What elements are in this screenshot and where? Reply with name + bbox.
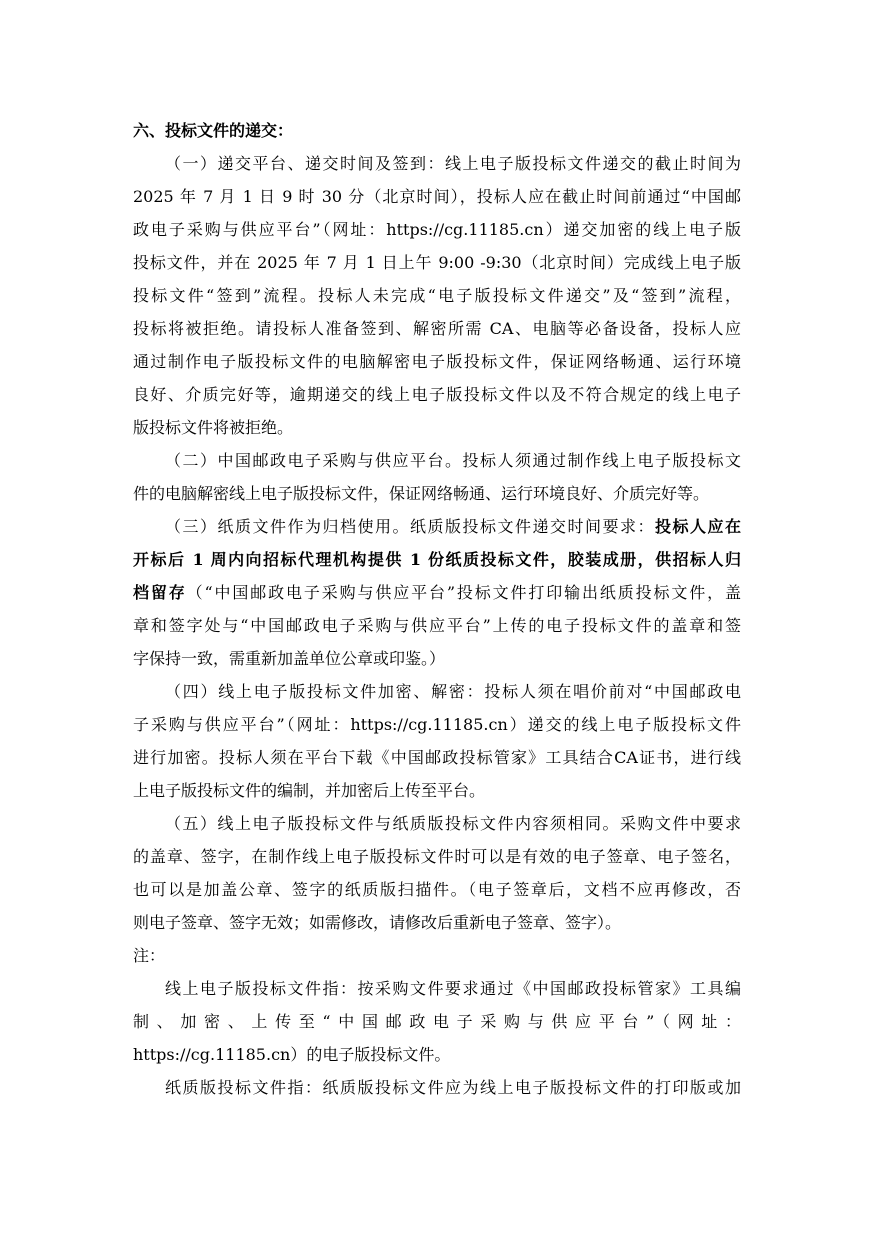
paragraph-note-paper-file	[133, 1071, 741, 1104]
text-line: 政电子采购与供应平台”（网址：https://cg.11185.cn）递交加密的线上电子版	[133, 220, 741, 239]
paragraph-paper-documents	[133, 510, 741, 675]
paragraph-encryption	[133, 675, 741, 807]
text-line: 通过制作电子版投标文件的电脑解密电子版投标文件，保证网络畅通、运行环境	[133, 352, 741, 371]
paragraph-platform	[133, 444, 741, 510]
text-line: 子采购与供应平台”（网址：https://cg.11185.cn）递交的线上电子版投标文件	[133, 715, 741, 734]
text-line: 2025 年 7 月 1 日 9 时 30 分（北京时间），投标人应在截止时间前通过“中国邮	[133, 187, 741, 206]
text-line: 纸质版投标文件指：纸质版投标文件应为线上电子版投标文件的打印版或加	[165, 1078, 741, 1097]
note-label: 注：	[133, 946, 166, 965]
text-line: 上电子版投标文件的编制，并加密后上传至平台。	[133, 781, 486, 800]
text-line: 投标文件，并在 2025 年 7 月 1 日上午 9:00 -9:30（北京时间）完成线上电子版	[133, 253, 741, 272]
text-line: 章和签字处与“中国邮政电子采购与供应平台”上传的电子投标文件的盖章和签	[133, 616, 741, 635]
text-line: 制、加密、上传至“中国邮政电子采购与供应平台”（网址：	[133, 1012, 741, 1031]
text-line: （五）线上电子版投标文件与纸质版投标文件内容须相同。采购文件中要求	[165, 814, 741, 833]
section-heading: 六、投标文件的递交：	[133, 121, 294, 140]
text-line: （一）递交平台、递交时间及签到：线上电子版投标文件递交的截止时间为	[165, 154, 741, 173]
text-line: 的盖章、签字，在制作线上电子版投标文件时可以是有效的电子签章、电子签名，	[133, 847, 741, 866]
text-line: 版投标文件将被拒绝。	[133, 418, 294, 437]
text-line	[133, 576, 741, 609]
text-line: （四）线上电子版投标文件加密、解密：投标人须在唱价前对“中国邮政电	[165, 682, 741, 701]
text-line: https://cg.11185.cn）的电子版投标文件。	[133, 1045, 451, 1064]
text-normal: （三）纸质文件作为归档使用。纸质版投标文件递交时间要求：	[165, 517, 655, 536]
text-bold: 档留存	[133, 583, 187, 602]
text-line: 件的电脑解密线上电子版投标文件，保证网络畅通、运行环境良好、介质完好等。	[133, 484, 710, 503]
text-line: 投标将被拒绝。请投标人准备签到、解密所需 CA、电脑等必备设备，投标人应	[133, 319, 741, 338]
text-line: 则电子签章、签字无效；如需修改，请修改后重新电子签章、签字）。	[133, 913, 622, 932]
text-line: （二）中国邮政电子采购与供应平台。投标人须通过制作线上电子版投标文	[165, 451, 741, 470]
text-line: 也可以是加盖公章、签字的纸质版扫描件。（电子签章后，文档不应再修改，否	[133, 880, 741, 899]
text-bold: 投标人应在	[654, 517, 741, 536]
text-line	[133, 510, 741, 543]
paragraph-note-online-file	[133, 972, 741, 1071]
paragraph-content-consistency	[133, 807, 741, 939]
text-line: 字保持一致，需重新加盖单位公章或印鉴。）	[133, 649, 446, 668]
document-body	[133, 114, 741, 1104]
paragraph-submission-platform	[133, 147, 741, 444]
text-line: 进行加密。投标人须在平台下载《中国邮政投标管家》工具结合CA证书，进行线	[133, 748, 741, 767]
text-line: 投标文件“签到”流程。投标人未完成“电子版投标文件递交”及“签到”流程，	[133, 286, 741, 305]
text-line: 线上电子版投标文件指：按采购文件要求通过《中国邮政投标管家》工具编	[165, 979, 741, 998]
text-line: 良好、介质完好等，逾期递交的线上电子版投标文件以及不符合规定的线上电子	[133, 385, 741, 404]
text-line: 开标后 1 周内向招标代理机构提供 1 份纸质投标文件，胶装成册，供招标人归	[133, 550, 741, 569]
text-normal: （“中国邮政电子采购与供应平台”投标文件打印输出纸质投标文件，盖	[186, 583, 741, 602]
